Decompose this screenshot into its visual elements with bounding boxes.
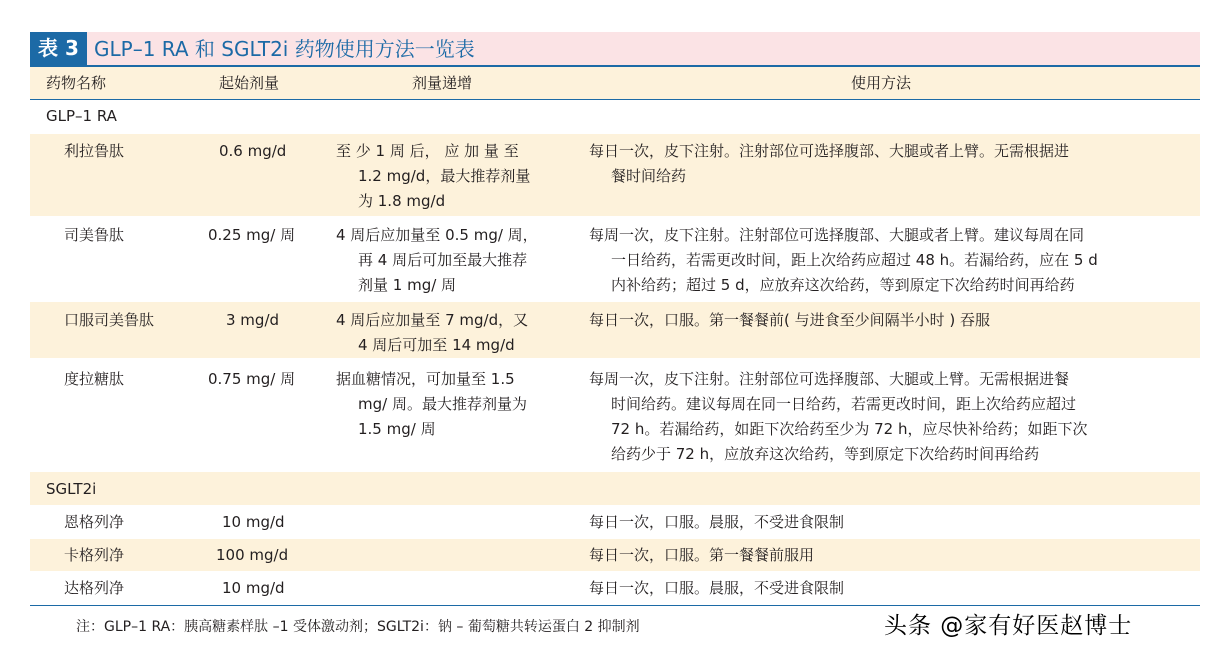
escalation-line: 至 少 1 周 后， 应 加 量 至 (336, 142, 519, 160)
header-start-dose: 起始剂量 (219, 74, 280, 92)
row-separator (30, 358, 1200, 359)
drug-name: 卡格列净 (64, 546, 125, 564)
drug-name: 司美鲁肽 (64, 226, 125, 244)
escalation-line: 1.2 mg/d，最大推荐剂量 (358, 167, 531, 185)
escalation-line: 4 周后可加至 14 mg/d (358, 336, 515, 354)
start-dose: 0.75 mg/ 周 (208, 370, 296, 388)
escalation-line: mg/ 周。最大推荐剂量为 (358, 395, 527, 413)
table-title-bar (30, 32, 1200, 65)
start-dose: 0.6 mg/d (219, 142, 287, 160)
escalation-line: 1.5 mg/ 周 (358, 420, 436, 438)
watermark: 头条 @家有好医赵博士 (884, 613, 1133, 639)
start-dose: 3 mg/d (226, 311, 280, 329)
drug-name: 达格列净 (64, 579, 125, 597)
group-label-glp1: GLP–1 RA (46, 107, 117, 125)
escalation-line: 剂量 1 mg/ 周 (358, 276, 457, 294)
header-dose-escalation: 剂量递增 (412, 74, 473, 92)
escalation-line: 据血糖情况，可加量至 1.5 (336, 370, 515, 388)
usage-line: 一日给药，若需更改时间，距上次给药应超过 48 h。若漏给药，应在 5 d (611, 251, 1098, 269)
usage-line: 每周一次，皮下注射。注射部位可选择腹部、大腿或者上臂。建议每周在同 (589, 226, 1085, 244)
start-dose: 10 mg/d (222, 579, 285, 597)
usage-line: 每日一次，口服。第一餐餐前( 与进食至少间隔半小时 ) 吞服 (589, 311, 991, 329)
usage-line: 每日一次，口服。晨服，不受进食限制 (589, 579, 845, 597)
escalation-line: 再 4 周后可加至最大推荐 (358, 251, 528, 269)
group-label-sglt2: SGLT2i (46, 480, 97, 498)
usage-line: 每日一次，皮下注射。注射部位可选择腹部、大腿或者上臂。无需根据进 (589, 142, 1070, 160)
usage-line: 每周一次，皮下注射。注射部位可选择腹部、大腿或上臂。无需根据进餐 (589, 370, 1070, 388)
start-dose: 0.25 mg/ 周 (208, 226, 296, 244)
usage-line: 每日一次，口服。第一餐餐前服用 (589, 546, 815, 564)
header-drug-name: 药物名称 (46, 74, 107, 92)
row-band-sglt2-group (30, 472, 1200, 505)
header-rule (30, 99, 1200, 100)
usage-line: 时间给药。建议每周在同一日给药，若需更改时间，距上次给药应超过 (611, 395, 1077, 413)
bottom-rule (30, 605, 1200, 606)
escalation-line: 为 1.8 mg/d (358, 192, 446, 210)
row-separator (30, 217, 1200, 218)
usage-line: 内补给药；超过 5 d，应放弃这次给药，等到原定下次给药时间再给药 (611, 276, 1075, 294)
table-header (30, 67, 1200, 99)
usage-line: 餐时间给药 (611, 167, 687, 185)
usage-line: 每日一次，口服。晨服，不受进食限制 (589, 513, 845, 531)
start-dose: 10 mg/d (222, 513, 285, 531)
drug-name: 度拉糖肽 (64, 370, 125, 388)
usage-line: 给药少于 72 h，应放弃这次给药，等到原定下次给药时间再给药 (611, 445, 1040, 463)
usage-line: 72 h。若漏给药，如距下次给药至少为 72 h，应尽快补给药；如距下次 (611, 420, 1088, 438)
start-dose: 100 mg/d (216, 546, 289, 564)
drug-name: 利拉鲁肽 (64, 142, 125, 160)
drug-name: 口服司美鲁肽 (64, 311, 155, 329)
table-number-badge: 表 3 (30, 32, 87, 65)
header-usage: 使用方法 (851, 74, 912, 92)
escalation-line: 4 周后应加量至 7 mg/d，又 (336, 311, 529, 329)
escalation-line: 4 周后应加量至 0.5 mg/ 周， (336, 226, 538, 244)
drug-name: 恩格列净 (64, 513, 125, 531)
table-title: GLP–1 RA 和 SGLT2i 药物使用方法一览表 (94, 37, 475, 61)
table-footnote: 注：GLP–1 RA：胰高糖素样肽 –1 受体激动剂；SGLT2i：钠 – 葡萄糖共转运蛋白 2 抑制剂 (76, 619, 640, 635)
